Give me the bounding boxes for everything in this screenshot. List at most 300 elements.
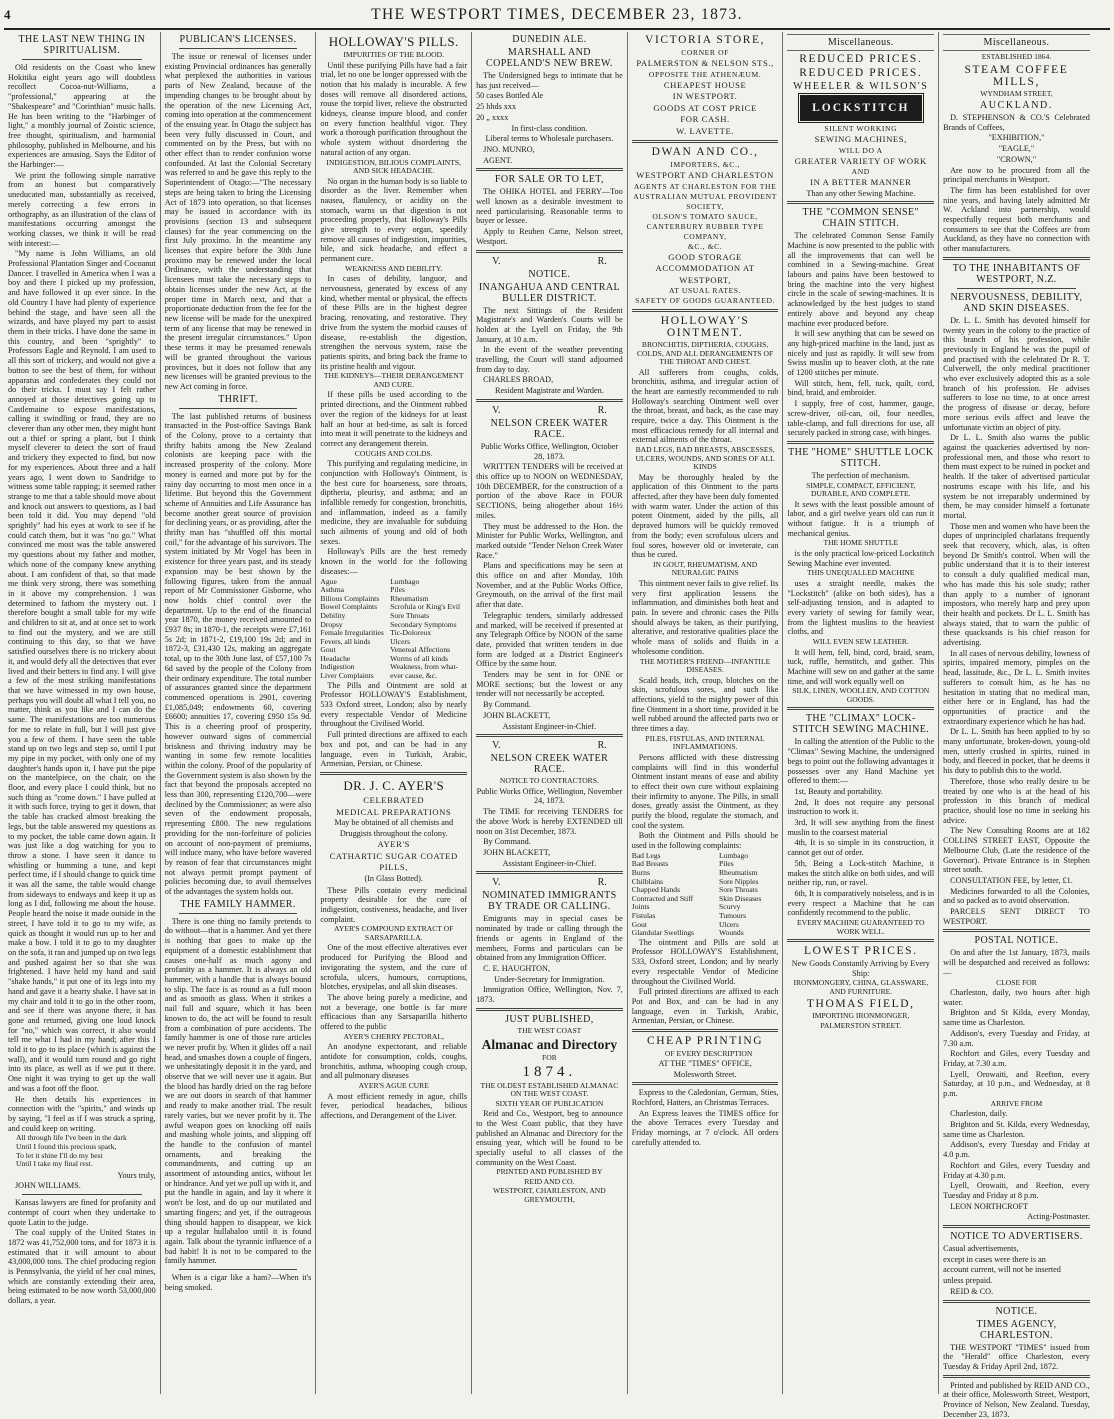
ad-subheading: IRONMONGERY, CHINA, GLASSWARE, AND FURNITURE.	[793, 978, 929, 996]
signature: JOHN BLACKETT,	[483, 847, 551, 857]
paragraph: An anodyne expectorant, and reliable antidote for consumption, colds, coughs, bronchitis, asthma, whooping cough croup, and all pulmonary diseases	[320, 1042, 468, 1081]
paragraph: "My name is John Williams, an old Professional Plantation Singer and Cocoanut Dancer. I travelled in America when I was a boy and there I picked up my profession, and have followed it up ever since. In the old Country I have had plenty of experience behind the stage, and have seen all the wizards, and have played my part to assist them in their tricks. I have done the same in this country, and been "sprightly" to Professors Eagle and Reynold. I am used to all this sort of trickery, and would not give a button to see the best of them, for without apparatus and confederates they could not do their tricks. I must say I felt rather annoyed at those detectives going up to Castlemaine to expose manifestations, calling it swindling or fraud, they are no cleverer than any other men, they might hunt out a thief or spring a plant, but I think myself cleverer to detect the sort of fraud and trickery they expected to find, but now for my experiences. About three and a half years ago, I went down to Sandridge to witness some table rapping; it seemed rather strange to me that a table should move about and knock out answers to questions, as I had been told it did. You may depend "old sprightly" had his eyes at work to see if he could catch them, but it was "no go." What convinced me most was the table answered my questions about my father and mother, which none of the company knew anything about. I am confident of that, so that made me think very strong, there was something in it above my comprehension. I was determined to fathom the mystery out. I therefore bought a small table for my wife and children to sit at, and at once set to work to find out the mystery, and we are still continuing to this day, so that we have satisfied ourselves there is no trickery about it, and would defy all the detectives that ever lived and their betters to find any. I will give a few of the most striking manifestations that we have witnessed in my own house, perhaps you will doubt all what I tell you, no matter, think as you like and I can do the same. The manifestations are too numerous for me to relate in full, but I will just give you a few of them. I have seen the table stand up on two legs and step so, until I put my pipe in my pocket, with only one of my daughter's hands upon it, I have put the pipe on the mantelpiece, on the chair, on the floor, and every place I could think, but no such thing as "come down." I have pulled at it with such force, trying to get it down, that the table has cracked almost breaking the legs, but the table answered my questions as to my pocket, the table came down again. It was just like a dog watching for you to throw a stone. I have seen it dance to whistling or humming a tune, and kept perfect time, if I should change to quick time it was all the same, the table would change from sideways to endways and keep it up as long as I did, following me about the house. People heard the noise it made outside in the street, I have told it to go to my wife, as quick as thought it would run up to her and make a bow. I told it to go to my daughter on the sofa, it ran and jumped up on two legs and pushed against her so that she was frightened. I have held my hand and said "shake hands," it put one of its legs into my hand and gave it a hearty shake. I have sat in my chair and told it to go in the other room, and see if there was anyone there, it has gone and returned, giving one loud knock for "no," which was correct, it also would tell me what I had in my hand; after this I told it to go to its place (which is against the wall), and it would turn round and go right into its place, as well as if we put it there. One night it was trying to get up the wall and was a foot off the floor.	[8, 249, 156, 1093]
column-6	[782, 32, 938, 1394]
ad-line: Molesworth Street.	[673, 1069, 737, 1079]
complaint-row	[632, 929, 779, 938]
paragraph: The next Sittings of the Resident Magistrate's and Warden's Courts will be holden at the Lyell on Friday, the 9th January, at 10 a.m.	[476, 305, 623, 344]
ale-item: 20 „ xxxx	[476, 112, 509, 122]
list-item: Charleston, daily, two hours after high water.	[943, 988, 1090, 1007]
ad-line: CELEBRATED	[363, 795, 425, 805]
ad-subheading: IMPORTING IRONMONGER,	[812, 1011, 910, 1021]
cipher-r: R.	[597, 404, 607, 416]
paragraph: The above being purely a medicine, and not a beverage, one bottle is far more efficacious than any Sarsaparilla hitherto offered to the public	[320, 992, 468, 1032]
cipher-r: R.	[597, 877, 607, 889]
royal-cipher	[476, 256, 623, 267]
list-cell: Chapped Hands	[631, 885, 681, 895]
ad-line: W. LAVETTE.	[676, 125, 735, 136]
ad-title: WHEELER & WILSON'S	[793, 81, 929, 92]
list-item: Rochfort and Giles, every Tuesday and Friday, at 7.30 a.m.	[943, 1049, 1090, 1068]
ad-line: AND	[851, 167, 870, 176]
ad-title: JUST PUBLISHED,	[505, 1013, 594, 1025]
paragraph: Kansas lawyers are fined for profanity and contempt of court when they undertake to quote Latin to the judge.	[8, 1198, 156, 1227]
ad-line: IMPORTERS, &C.,	[670, 160, 740, 169]
ad-subheading: COUGHS AND COLDS.	[354, 448, 433, 458]
list-cell: Bad Breasts	[631, 859, 669, 869]
paragraph: Public Works Office, Wellington, October 28, 1873.	[480, 441, 619, 461]
list-cell: Bad Legs	[631, 850, 661, 860]
paragraph: The Pills and Ointment are sold at Professor HOLLOWAY'S Establishment, 533 Oxford street, London; also by nearly every respectable Vendor of Medicine throughout the Civilised World.	[320, 680, 468, 729]
double-rule	[476, 871, 623, 874]
list-cell: Ulcers	[390, 636, 410, 646]
list-cell: Lumbago	[390, 576, 420, 586]
double-rule	[632, 1029, 779, 1032]
list-cell: Rheumatism	[390, 593, 429, 603]
cipher-v: V.	[492, 877, 501, 889]
double-rule	[476, 734, 623, 737]
ad-subheading: WILL EVEN SEW LEATHER.	[812, 637, 909, 647]
list-cell: Debility	[320, 610, 346, 620]
paragraph: When is a cigar like a ham?—When it's being smoked.	[164, 1273, 312, 1292]
ad-line: CATHARTIC SUGAR COATED	[329, 850, 458, 861]
ad-title: LOWEST PRICES.	[804, 945, 918, 958]
ad-title: NOTICE.	[528, 268, 571, 280]
disease-row	[320, 672, 467, 681]
list-cell: Tic-Doloreux	[390, 628, 432, 638]
signature: C. E. HAUGHTON,	[483, 963, 551, 973]
lockstitch-logo: LOCKSTITCH	[800, 95, 922, 121]
ad-subheading: SILK, LINEN, WOOLLEN, AND COTTON GOODS.	[792, 686, 930, 704]
paragraph: They must be addressed to the Hon. the Minister for Public Works, Wellington, and marked outside "Tender Nelson Creek Water Race."	[476, 521, 623, 560]
section-band	[787, 34, 934, 51]
ad-line: MEDICAL PREPARATIONS	[336, 806, 452, 817]
paragraph: If these pills be used according to the printed directions, and the Ointment rubbed over the region of the kidneys for at least half an hour at bed-time, as salt is forced into meat it will penetrate to the kidneys and correct any derangement therein.	[320, 390, 468, 448]
newspaper-title: THE WESTPORT TIMES, DECEMBER 23, 1873.	[371, 6, 743, 23]
paragraph: In all cases of nervous debility, lowness of spirits, impaired memory, pimples on the head, lassitude, &c., Dr L. L. Smith invites sufferers to consult him, as he has no hesitation in stating that no medical man, either here or in England, has had the opportunities of practice and the extraordinary experience which he has had.	[943, 648, 1090, 726]
ad-subheading: THE OLDEST ESTABLISHED ALMANAC ON THE WEST COAST.	[480, 1080, 619, 1099]
royal-cipher	[476, 740, 623, 751]
article-heading: PUBLICAN'S LICENSES.	[179, 34, 297, 45]
paragraph: The issue or renewal of licenses under existing Provincial ordinances has generally what perplexed the authorities in various parts of New Zealand, because of the impending changes to be brought about by the operation of the new Licensing Act, coming into operation at the commencement of the ensuing year. In Otago the subject has been very fully discussed in Court, and commented on by the Press, but with no other effect than to render confusion worse confounded. At last the Colonial Secretary was referred to and he gave this reply to the Superintendent of Otago:—"The necessary steps are being taken to bring the Licensing Act of 1873 into operation, so that licenses may be issued in accordance with its provisions (section 13 and subsequent clauses) for the year commencing on the first July proximo. In the meantime any licenses that expire before the 30th June proximo may be renewed under the local Ordinance, with the understanding that licensees must take the necessary steps to obtain licenses under the new Act, at the proper time in March next, and that a proportionate deduction from the fee for the new license will be made for the unexpired term of any license that may be renewed in the present irregular circumstances." Upon these terms it may be presumed renewals will be granted throughout the various provinces, but it does not follow that any new licenses will be granted previous to the new Act coming in force.	[164, 52, 312, 391]
list-item: Addison's, every Tuesday and Friday at 4.0 p.m.	[943, 1140, 1090, 1160]
paragraph: The New Consulting Rooms are at 182 COLLINS STREET EAST, Opposite the Melbourne Club, (Late the residence of the Governor). Private Entrance is in Stephen street south.	[943, 826, 1090, 875]
paragraph: Both the Ointment and Pills should be used in the following complaints:	[631, 831, 779, 851]
ad-subheading: THIS UNEQUALLED MACHINE	[806, 568, 915, 578]
column-2	[160, 32, 316, 1394]
ad-subheading: IMPURITIES OF THE BLOOD.	[343, 50, 445, 59]
list-item: Lyell, Orowaiti, and Reefton, every Saturday, at 10 p.m., and Wednesday, at 8 p.m.	[943, 1069, 1090, 1099]
ad-line: AT THE "TIMES" OFFICE,	[658, 1058, 752, 1068]
list-cell: Chilblains	[631, 876, 663, 886]
double-rule	[787, 441, 934, 444]
list-cell: Bilious Complaints	[320, 593, 380, 603]
ad-subheading: THE HOME SHUTTLE	[823, 538, 899, 548]
list-item: 6th, It is comparatively noiseless, and is in every respect a Machine that he can confidently recommend to the public.	[787, 888, 935, 918]
sewing-ad	[787, 124, 934, 198]
double-rule	[943, 257, 1090, 260]
paragraph: Tenders may be sent in for ONE or MORE sections; but the lowest or any tender will not necessarily be accepted.	[476, 670, 623, 699]
article-heading: THE LAST NEW THING IN SPIRITUALISM.	[18, 34, 146, 56]
ad-line: FOR CASH.	[680, 114, 730, 124]
ad-line: GOOD STORAGE ACCOMMODATION AT WESTPORT,	[655, 251, 755, 285]
royal-cipher	[476, 405, 623, 416]
paragraph: In calling the attention of the Public to the "Climax" Sewing Machine, the undersigned begs to point out the following advantages it possesses over any Hand Machine yet offered to them:—	[787, 737, 935, 786]
ad-subheading: NOTICE TO CONTRACTORS.	[499, 776, 599, 786]
brand: "EAGLE,"	[998, 144, 1035, 154]
list-cell: Female Irregularities	[320, 628, 384, 638]
ad-title: THE "COMMON SENSE" CHAIN STITCH.	[802, 207, 920, 230]
ad-subheading: AUCKLAND.	[979, 100, 1053, 111]
poem-line: Until I found this precious spark,	[16, 1141, 117, 1151]
ad-line: OF EVERY DESCRIPTION	[664, 1049, 753, 1059]
double-rule	[632, 309, 779, 312]
paragraph: No organ in the human body is so liable to disorder as the liver. Remember when nausea, flatulency, or acidity on the stomach, warns us that digestion is not proceeding properly, that Holloway's Pills give strength to every organ, speedily remove all causes of indigestion, impurities, bile, and sick headache, and effect a permanent cure.	[320, 176, 468, 264]
list-cell: Fistulas	[631, 910, 656, 920]
list-item: Charleston, daily.	[950, 1109, 1008, 1119]
paragraph: These Pills contain every medicinal property desirable for the cure of indigestion, costiveness, headache, and liver complaint.	[320, 885, 468, 924]
ad-subheading: INDIGESTION, BILIOUS COMPLAINTS, AND SICK HEADACHE.	[326, 157, 461, 176]
list-cell: Piles	[390, 585, 405, 595]
double-rule	[476, 1008, 623, 1011]
almanac-title: Almanac and Directory	[481, 1037, 618, 1053]
paragraph: One of the most effective alteratives ever produced for Purifying the Blood and invigorating the system, and the cure of scrofula, ulcers, humours, corruptions, blotches, erysipelas, and all skin diseases.	[320, 943, 468, 992]
complaint-list	[632, 852, 779, 938]
paragraph: Medicines forwarded to all the Colonies, and so packed as to avoid observation.	[943, 886, 1090, 906]
cipher-r: R.	[597, 740, 607, 752]
list-cell: Headache	[320, 653, 351, 663]
ad-title: NELSON CREEK WATER RACE.	[490, 417, 609, 440]
section-heading: Miscellaneous.	[827, 37, 894, 48]
list-cell: Weakness, from what-	[390, 662, 459, 672]
poem	[16, 1134, 156, 1168]
ad-line: (In Glass Botted).	[364, 873, 423, 883]
signature-title: Assistant Engineer-in-Chief.	[502, 721, 597, 731]
paragraph: Scald heads, itch, croup, blotches on the skin, scrofulous sores, and such like affections, yield to the mighty power of this fine Ointment in a short time, provided it be well rubbed around the affected parts two or three times a day.	[631, 675, 779, 734]
paragraph: Emigrants may in special cases be nominated by trade or calling through the friends or agents in England of the members, Forms and particulars can be obtained from any Immigration Officer.	[476, 914, 623, 963]
poem-line: To let it shine I'll do my best	[16, 1150, 103, 1160]
list-cell: Piles	[718, 859, 734, 869]
paragraph: Telegraphic tenders, similarly addressed and marked, will be received if presented at any Telegraph Office by NOON of the same date, provided that written tenders in due form are lodged at a District Engineer's Office by the same hour.	[476, 610, 623, 669]
list-item: 3rd, It will sew anything from the finest muslin to the coarsest material	[787, 818, 935, 837]
ad-title: NOTICE TO ADVERTISERS.	[950, 1231, 1083, 1243]
paragraph: We print the following simple narrative from an honest but comparatively uneducated man, substantially as received, merely correcting a few errors in orthography, as an illustration of the class of manifestations occurring amongst the working classes, we think it will be read with interest:—	[8, 170, 156, 248]
ad-subheading: ESTABLISHED 1864.	[981, 52, 1052, 61]
almanac-year: 1874.	[522, 1063, 577, 1080]
column-4	[471, 32, 627, 1394]
paragraph: In the event of the weather preventing travelling, the Court will stand adjourned from day to day.	[476, 345, 623, 374]
paragraph: unless prepaid.	[943, 1276, 993, 1286]
closing: Yours truly,	[117, 1170, 156, 1180]
ad-title: POSTAL NOTICE.	[974, 935, 1059, 947]
list-cell: Liver Complaints	[320, 671, 374, 681]
paragraph: The ointment and Pills are sold at Professor HOLLOWAY'S Establishment, 533, Oxford street, London; and by nearly every respectable Vendor of Medicine throughout the Civilised World.	[631, 937, 779, 986]
ad-line: AYER'S	[377, 839, 410, 850]
paragraph: Dr L. L. Smith also warns the public against the quackeries advertised by non-professional men, and those who resort to them must expect to be ruined in pocket and health. If the taker of advertised particular nostrums escape with his life, and his system be not irreparably undermined by them, he may consider himself a fortunate mortal.	[943, 433, 1090, 520]
list-cell: Lumbago	[718, 850, 749, 860]
ad-title: CHEAP PRINTING	[646, 1035, 764, 1048]
list-cell: Scurvy	[718, 902, 741, 912]
ad-subheading: PILES, FISTULAS, AND INTERNAL INFLAMMATIONS.	[645, 733, 765, 752]
ad-subheading: THE KIDNEYS—THEIR DERANGEMENT AND CURE.	[323, 371, 464, 389]
paragraph: An Express leaves the TIMES office for the above Terraces every Tuesday and Friday mornings, at 7 o'clock. All orders carefully attended to.	[631, 1108, 779, 1147]
ad-title: HOLLOWAY'S OINTMENT.	[660, 315, 750, 339]
list-cell: Contracted and Stiff	[631, 893, 694, 903]
paragraph: PARCELS SENT DIRECT TO WESTPORT.	[943, 907, 1090, 926]
ad-subheading: REID AND CO.	[524, 1176, 575, 1186]
list-cell: Sore Throats	[718, 885, 758, 895]
paragraph: It sews with the least possible amount of labor, and a girl twelve years old can run it without fatigue. It is a triumph of mechanical genius.	[787, 499, 935, 538]
ad-line: SILENT WORKING	[824, 124, 898, 133]
ad-title: HOLLOWAY'S PILLS.	[328, 34, 459, 49]
list-cell: ever cause, &c.	[390, 671, 437, 681]
double-rule	[943, 1375, 1090, 1378]
paragraph: All sufferers from coughs, colds, bronchitis, asthma, and irregular action of the heart are earnestly recommended to rub Holloway's searching Ointment well over the throat, breast, and back, as the case may require, twice a day. This Ointment is the most efficacious remedy for all internal and external ailments of the throat.	[631, 367, 779, 445]
imprint: Printed and published by REID AND CO., at their office, Molesworth Street, Westport, Province of Nelson, New Zealand. Tuesday, December 23, 1873.	[943, 1380, 1090, 1419]
paragraph: In cases of debility, languor, and nervousness, generated by excess of any kind, whether mental or physical, the effects of these Pills are in the highest degree bracing, renovating, and restorative. They drive from the system the morbid causes of disease, re-establish the digestion, strengthen the nervous system, raise the patients spirits, and bring back the frame to its pristine health and vigour.	[320, 274, 468, 371]
list-item: 1st, Beauty and portability.	[794, 786, 883, 796]
list-cell: Skin Diseases	[718, 893, 762, 903]
ad-subheading: BAD LEGS, BAD BREASTS, ABSCESSES, ULCERS, WOUNDS, AND SORES OF ALL KINDS	[635, 445, 775, 472]
brand: "EXHIBITION,"	[988, 133, 1045, 143]
ad-title: TIMES AGENCY, CHARLESTON.	[976, 1318, 1057, 1341]
paragraph: CONSULTATION FEE, by letter, £1.	[950, 875, 1073, 885]
paragraph: Dr L. L. Smith has been applied to by so many unfortunate, broken-down, young-old men, utterly crushed in spirits, ruined in body, and fleeced in pocket, that he deems it his duty to publish this to the world.	[943, 727, 1090, 776]
paragraph: Express to the Caledonian, German, Sties, Rochford, Hatters, an Christmas Terraces.	[631, 1088, 779, 1107]
list-item: Addison's, every Tuesday and Friday, at 7.30 a.m.	[943, 1028, 1090, 1048]
paragraph: Apply to Reuben Carne, Nelson street, Westport.	[476, 227, 623, 246]
ad-subheading: MARSHALL AND COPELAND'S NEW BREW.	[486, 47, 613, 69]
paragraph: The celebrated Common Sense Family Machine is now presented to the public with all the improvements that can well be combined in a Sewing-machine. Great labours and pains have been bestowed to bring the machine into the very highest circle in the scale of sewing-machines. It is acknowledged by the best judges to stand entirely above and beyond any cheap machine ever produced before.	[787, 231, 935, 328]
paragraph: Holloway's Pills are the best remedy known in the world for the following diseases:—	[320, 547, 468, 576]
ad-title: DUNEDIN ALE.	[512, 34, 587, 45]
ad-subheading: SIMPLE, COMPACT, EFFICIENT, DURABLE, AND COMPLETE.	[806, 480, 916, 499]
paragraph: except in cases were there is an	[943, 1254, 1046, 1264]
signature: AGENT.	[483, 155, 513, 165]
ad-title: NELSON CREEK WATER RACE.	[490, 753, 609, 776]
ad-line: GREATER VARIETY OF WORK	[794, 155, 927, 166]
list-cell: Bowel Complaints	[320, 602, 378, 612]
ad-title: FOR SALE OR TO LET,	[494, 174, 604, 186]
ad-line: IN A BETTER MANNER	[810, 177, 912, 187]
paragraph: A most efficient remedy in ague, chills fever, periodical headaches, bilious affections, and Derangement of the Liver.	[320, 1091, 468, 1120]
list-item: Rochfort and Giles, every Tuesday and Friday at 4.30 p.m.	[943, 1160, 1090, 1180]
section-heading: Miscellaneous.	[983, 37, 1050, 48]
divider	[22, 59, 142, 60]
paragraph: Will stitch, hem, fell, tuck, quilt, cord, bind, braid, and embroider.	[787, 378, 935, 398]
ad-title: NOMINATED IMMIGRANTS BY TRADE OR CALLING.	[482, 890, 617, 913]
column-7	[938, 32, 1094, 1419]
ad-line: SEWING MACHINES,	[814, 134, 907, 144]
column-3	[315, 32, 471, 1394]
ad-line: GOODS AT COST PRICE	[653, 102, 757, 113]
ad-subheading: SIXTH YEAR OF PUBLICATION	[495, 1098, 604, 1108]
double-rule	[943, 1225, 1090, 1228]
ad-line: PILLS,	[379, 862, 409, 873]
double-rule	[476, 399, 623, 402]
ad-line: CANTERBURY RUBBER TYPE COMPANY,	[646, 221, 764, 241]
signature: CHARLES BROAD,	[483, 375, 554, 385]
ad-subheading: AYER'S COMPOUND EXTRACT OF SARSAPARILLA.	[334, 924, 454, 942]
double-rule	[787, 939, 934, 942]
list-item: Lyell, Orowaiti, and Reefton, every Tuesday and Friday at 8 p.m.	[943, 1181, 1090, 1200]
article-heading: THE FAMILY HAMMER.	[180, 898, 296, 910]
ad-title: TO THE INHABITANTS OF WESTPORT, N.Z.	[952, 262, 1081, 285]
ad-subheading: IN GOUT, RHEUMATISM, AND NEURALGIC PAINS	[652, 559, 758, 578]
poem-line: All through life I've been in the dark	[16, 1133, 127, 1143]
ad-subheading: AYER'S AGUE CURE	[358, 1081, 429, 1091]
paragraph: On and after the 1st January, 1873, mails will be despatched and received as follows:—	[943, 948, 1090, 977]
ad-subheading: CLOSE FOR	[996, 977, 1037, 987]
ad-line: CHEAPEST HOUSE	[663, 79, 747, 90]
brand: "CROWN,"	[996, 154, 1037, 164]
paragraph: The Undersigned begs to intimate that he has just received—	[476, 71, 623, 90]
paragraph: The TIME for receiving TENDERS for the above Work is hereby EXTENDED till noon on 31st December, 1873.	[476, 807, 623, 836]
list-cell: Tumours	[718, 910, 747, 920]
ad-title: STEAM COFFEE MILLS,	[964, 63, 1069, 88]
paragraph: Druggists throughout the colony.	[339, 828, 448, 838]
paragraph: I supply, free of cost, hammer, gauge, screw-driver, oil-can, oil, four needles, table-clamp, and full directions for use, all securely packed in strong case, with hinges.	[787, 399, 935, 438]
ad-title: THE "HOME" SHUTTLE LOCK STITCH.	[788, 446, 934, 469]
list-cell: Sore Nipples	[718, 876, 759, 886]
ad-line: OLSON'S TOMATO SAUCE,	[652, 211, 758, 221]
list-cell: Secondary Symptoms	[390, 619, 457, 629]
disease-list	[320, 578, 467, 681]
signature-title: Assistant Engineer-in-Chief.	[502, 858, 597, 868]
masthead	[4, 2, 1110, 30]
by-command: By Command.	[483, 837, 531, 847]
cipher-v: V.	[492, 404, 501, 416]
list-cell: Gout	[631, 919, 647, 929]
list-cell: Sore Throats	[390, 610, 430, 620]
ad-line: Than any other Sewing Machine.	[806, 188, 916, 198]
dwan-ad	[632, 160, 779, 306]
divider	[179, 913, 298, 914]
ad-subheading: PALMERSTON STREET.	[820, 1020, 902, 1030]
list-cell: Ulcers	[718, 919, 739, 929]
paragraph: is the only practical low-priced Lockstitch Sewing Machine ever invented.	[787, 548, 935, 568]
list-cell: Gout	[320, 645, 336, 655]
double-rule	[320, 772, 467, 775]
divider	[179, 1269, 298, 1270]
paragraph: Those men and women who have been the dupes of unprincipled charlatans frequently seek that recovery, which, alas, is often beyond Dr Smith's control. When will the public understand that it is to their interest to consult a duly qualified medical man, who has made this his sole study; rather than apply to a number of ignorant impostors, who merely harp and prey upon their health and pockets. Dr L. L. Smith has always stated, that to warn the public of these quacksands is his chief reason for advertising.	[943, 521, 1090, 648]
article-heading: THRIFT.	[218, 393, 258, 405]
ad-line: AGENTS AT CHARLESTON FOR THE	[633, 181, 777, 191]
ad-line: AT USUAL RATES.	[669, 286, 742, 295]
ad-title: REDUCED PRICES.	[799, 53, 923, 65]
paragraph: New Goods Constantly Arriving by Every Ship:	[791, 959, 930, 978]
paragraph: Therefore, those who really desire to be treated by one who is at the head of his profession in this branch of medical practice, should lose no time in seeking his advice.	[943, 776, 1090, 825]
ad-title: REDUCED PRICES.	[799, 67, 923, 79]
list-item: 2nd, It does not require any personal instruction to work it.	[787, 797, 935, 817]
by-command: By Command.	[483, 700, 531, 710]
ad-title: NERVOUSNESS, DEBILITY, AND SKIN DISEASES.	[950, 291, 1083, 314]
paragraph: Plans and specifications may be seen at this office on and after Monday, 10th November, and at the Public Works Office, Greymouth, on the arrival of the first mail after that date.	[476, 561, 623, 610]
list-cell: Dropsy	[320, 619, 343, 629]
double-rule	[632, 1082, 779, 1085]
paragraph: Full printed directions are affixed to each Pot and Box, and can be had in any language, even in Turkish, Arabic, Armenian, Persian, or Chinese.	[631, 987, 779, 1026]
ad-title: DR. J. C. AYER'S	[343, 778, 445, 793]
paragraph: It will hem, fell, bind, cord, braid, seam, tuck, ruffle, hemstitch, and gather. This Machine will sew on and gather at the same time, and will work equally well on	[787, 647, 935, 686]
ad-line: WESTPORT AND CHARLESTON	[636, 170, 774, 180]
ad-line: OPPOSITE THE ATHENÆUM.	[648, 69, 762, 79]
divider	[22, 1194, 142, 1195]
ad-subheading: THE WEST COAST	[517, 1025, 582, 1035]
paragraph: WRITTEN TENDERS will be received at this office up to NOON on WEDNESDAY, 10th DECEMBER, for the construction of a portion of the above Race in FOUR SECTIONS, being altogether about 16½ miles.	[476, 462, 623, 520]
signature: JOHN WILLIAMS.	[15, 1181, 81, 1191]
signature: JOHN BLACKETT,	[483, 710, 551, 720]
signature: LEON NORTHCROFT	[950, 1201, 1029, 1211]
ad-title: NOTICE.	[995, 1305, 1038, 1317]
column-5	[627, 32, 783, 1394]
ad-subheading: FOR	[542, 1053, 557, 1063]
ad-subheading: WYNDHAM STREET,	[980, 88, 1053, 98]
ad-subheading: EVERY MACHINE GUARANTEED TO WORK WELL.	[797, 918, 925, 936]
royal-cipher	[476, 877, 623, 888]
ad-subheading: PRINTED AND PUBLISHED BY	[496, 1167, 603, 1177]
paragraph: The OHIKA HOTEL and FERRY—Too well known as a desirable investment to need particularising. Reasonable terms to buyer or lessee.	[476, 187, 623, 226]
ad-line: CORNER OF	[681, 48, 729, 57]
ad-line: PALMERSTON & NELSON STS.,	[636, 58, 774, 68]
ad-subheading: ARRIVE FROM	[990, 1098, 1043, 1108]
paragraph: Immigration Office, Wellington, Nov. 7, 1873.	[476, 985, 623, 1005]
page-number: 4	[4, 7, 11, 22]
double-rule	[787, 201, 934, 204]
ale-item: 25 hhds xxx	[476, 102, 517, 112]
divider	[179, 48, 298, 49]
paragraph: The firm has been established for over nine years, and having lately admitted Mr W. Ackland into partnership, would respectfully request both merchants and consumers to see that the Coffees are from Auckland, as they have no connection with other manufacturers.	[943, 185, 1090, 254]
complaint-row	[632, 912, 779, 921]
cipher-r: R.	[597, 255, 607, 267]
ad-subheading: BRONCHITIS, DIPTHERIA, COUGHS, COLDS, AND ALL DERANGEMENTS OF THE THROAT AND CHEST.	[636, 340, 774, 366]
paragraph: Until these purifying Pills have had a fair trial, let no one be longer oppressed with the notion that his malady is incurable. A few doses will remove all disordered actions, rouse the torpid liver, relieve the obstructed kidneys, cleanse impure blood, and confer on every function healthful vigor. They work a thorough purification throughout the whole system without disordering the natural action of any organ.	[320, 60, 468, 157]
double-rule	[476, 168, 623, 171]
paragraph: Persons afflicted with these distressing complaints will find in this wonderful Ointment instant means of ease and ability to effect their own cure without explaining their infirmity to anyone. The Pills, in small doses, greatly assist the Ointment, as they purify the blood, regulate the stomach, and cool the system.	[631, 752, 779, 830]
ad-title: VICTORIA STORE,	[645, 34, 766, 46]
list-cell: Wounds	[718, 928, 744, 938]
divider	[957, 288, 1076, 289]
cipher-v: V.	[492, 740, 501, 752]
columns	[4, 32, 1110, 1419]
ad-line: SAFETY OF GOODS GUARANTEED.	[635, 296, 776, 305]
paragraph: It will sew anything that can be sewed on any high-priced machine in the land, just as nicely and just as rapidly. It will sew from Swiss muslin up to beaver cloth, at the rate of 1200 stitches per minute.	[787, 329, 935, 378]
paragraph: The coal supply of the United States in 1872 was 41,752,000 tons, and for 1873 it is estimated that it will amount to about 43,000,000 tons. The chief producing region is Pennsylvania, the yield of her coal mines, which are constantly extending their area, being estimated to be now worth 53,000,000 dollars, a year.	[8, 1228, 156, 1306]
list-cell: Glandular Swellings	[631, 928, 694, 938]
paragraph: Public Works Office, Wellington, November 24, 1873.	[476, 786, 623, 806]
ale-item: 50 cases Bottled Ale	[476, 91, 544, 101]
list-cell: Burns	[631, 868, 650, 878]
paragraph: He then details his experiences in connection with the "spirits," and winds up by saying, "I feel as if I was struck a spring, and could keep on writing.	[8, 1094, 156, 1133]
ad-line: &C., &C.	[687, 241, 723, 251]
list-cell: Asthma	[320, 585, 344, 595]
paragraph: Reid and Co., Westport, beg to announce to the West Coast public, that they have published an Almanac and Directory for the ensuing year, which will be found to be specially useful to all classes of the community on the West Coast.	[476, 1109, 623, 1167]
paragraph: Dr. L. L. Smith has devoted himself for twenty years in the colony to the practice of this branch of his profession, while previously in England he was the pupil of and practised with the celebrated Dr R. T. Culverwell, the only medical practitioner who ever exclusively adopted this as a sole branch of his profession. He advises sufferers to lose no time, to at once arrest the progress of disease or decay, before more serious evils affect and leave the unfortunate victim an object of pity.	[943, 315, 1090, 432]
paragraph: D. STEPHENSON & CO.'S Celebrated Brands of Coffees,	[943, 113, 1090, 132]
paragraph: May be obtained of all chemists and	[334, 818, 454, 827]
paragraph: account current, will not be inserted	[943, 1265, 1061, 1275]
signature: JNO. MUNRO,	[483, 144, 535, 154]
paragraph: This purifying and regulating medicine, in conjunction with Holloway's Ointment, is the best cure for hoarseness, sore throats, diptheria, pleurisy, and asthma; and an infallible remedy for congestion, bronchitis, and inflammation, indeed as a family medicine, they are invaluable for subduing such ailments of young and old of both sexes.	[320, 459, 468, 546]
list-cell: Scrofula or King's Evil	[390, 602, 461, 612]
paragraph: THE WESTPORT "TIMES" issued from the "Herald" office Charleston, every Tuesday & Friday April 2nd, 1872.	[943, 1342, 1090, 1371]
list-cell: Rheumatism	[718, 868, 758, 878]
list-cell: Ague	[320, 576, 337, 586]
ad-subheading: AYER'S CHERRY PECTORAL,	[343, 1031, 444, 1041]
list-item: Brighton and St Kilda, every Monday, same time as Charleston.	[943, 1008, 1090, 1028]
list-cell: Fevers, all kinds	[320, 636, 371, 646]
paragraph: Old residents on the Coast who knew Hokitika eight years ago will doubtless recollect Cocoa-nut-Williams, a "professional," appearing at the "Shakespeare" and "Corinthian" music halls. He has been writing to the "Harbinger of light," a monthly journal of Zoistic science, free thought, spiritualism, and harmonial philosophy, published in Melbourne, and his experiences are amusing. Says the Editor of the Harbinger:—	[8, 63, 156, 170]
paragraph: Casual advertisements,	[943, 1244, 1019, 1254]
double-rule	[476, 250, 623, 253]
list-item: Brighton and St. Kilda, every Wednesday, same time as Charleston.	[943, 1119, 1090, 1139]
